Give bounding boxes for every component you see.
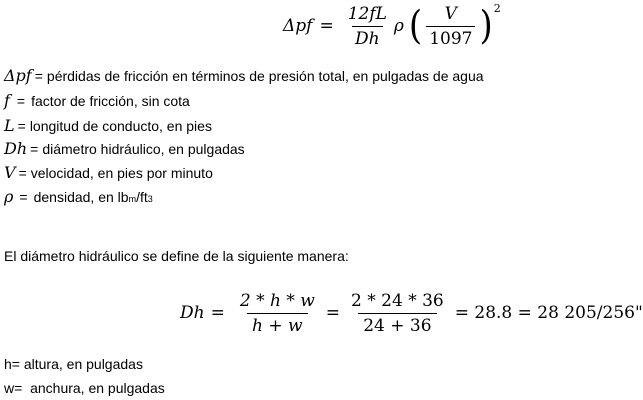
eq1-rho: ρ — [393, 16, 404, 36]
eq2-equals1: = — [210, 303, 225, 323]
density-unit-subscript: m — [128, 194, 137, 204]
definition-symbol: Dh — [4, 139, 28, 158]
hydraulic-diameter-equation — [180, 287, 643, 339]
definition-friction-factor — [4, 91, 190, 110]
eq1-exponent: 2 — [493, 2, 501, 15]
eq1-equals: = — [319, 16, 334, 36]
eq2-equals2: = — [325, 303, 341, 323]
variable-height — [4, 356, 143, 372]
eq1-numerator: 12fL — [347, 3, 387, 24]
variable-symbol: w — [4, 380, 15, 396]
definition-text: pérdidas de fricción en términos de presión total, en pulgadas de agua — [46, 68, 484, 84]
definition-length — [4, 116, 212, 135]
density-unit-superscript: 3 — [147, 194, 153, 204]
variable-text: = altura, en pulgadas — [11, 356, 143, 372]
definition-text: velocidad, en pies por minuto — [30, 165, 213, 181]
definition-text: diámetro hidráulico, en pulgadas — [42, 141, 245, 157]
definition-symbol: ρ — [4, 187, 14, 206]
eq1-inner-denominator: 1097 — [426, 26, 475, 49]
definition-equals: = — [17, 118, 26, 134]
eq2-result: = 28.8 = 28 205/256" — [454, 303, 643, 323]
definition-text: densidad, en lb — [33, 189, 129, 205]
eq1-inner-numerator: V — [444, 3, 457, 24]
definition-equals: = — [16, 93, 26, 109]
eq2-frac1-numerator: 2 * h * w — [239, 290, 315, 311]
definition-equals: = — [19, 189, 28, 205]
eq2-frac1-denominator: h + w — [247, 313, 308, 336]
definition-symbol: L — [4, 116, 15, 135]
definition-text: factor de fricción, sin cota — [31, 93, 190, 109]
definition-text: longitud de conducto, en pies — [29, 118, 212, 134]
definition-density — [4, 187, 153, 206]
eq2-fraction2 — [346, 291, 449, 336]
eq1-left-paren: ( — [408, 3, 423, 50]
eq1-inner-fraction — [426, 4, 475, 49]
definition-symbol: f — [4, 91, 10, 110]
density-unit-mid: /ft — [136, 189, 148, 205]
definition-equals: = — [30, 141, 39, 157]
definition-equals: = — [34, 68, 43, 84]
definition-hydraulic-diameter — [4, 139, 245, 158]
variable-symbol: h — [4, 356, 12, 372]
eq1-right-paren: ) — [479, 3, 493, 50]
definition-velocity — [4, 163, 213, 182]
definition-symbol: Δpf — [4, 66, 32, 85]
eq2-frac2-denominator: 24 + 36 — [358, 313, 436, 336]
variable-width — [4, 380, 165, 396]
eq2-fraction1 — [235, 291, 320, 336]
definition-symbol: V — [4, 163, 16, 182]
friction-loss-equation — [283, 2, 501, 50]
hydraulic-diameter-intro: El diámetro hidráulico se define de la siguiente manera: — [4, 248, 349, 264]
eq2-frac2-numerator: 2 * 24 * 36 — [351, 290, 444, 311]
definition-pressure-loss — [4, 66, 484, 85]
definition-equals: = — [18, 165, 27, 181]
eq1-denominator: Dh — [352, 26, 383, 49]
eq1-lhs: Δpf — [283, 16, 313, 36]
variable-text: = anchura, en pulgadas — [14, 380, 165, 396]
eq2-lhs: Dh — [180, 303, 205, 323]
eq1-fraction — [345, 4, 390, 49]
